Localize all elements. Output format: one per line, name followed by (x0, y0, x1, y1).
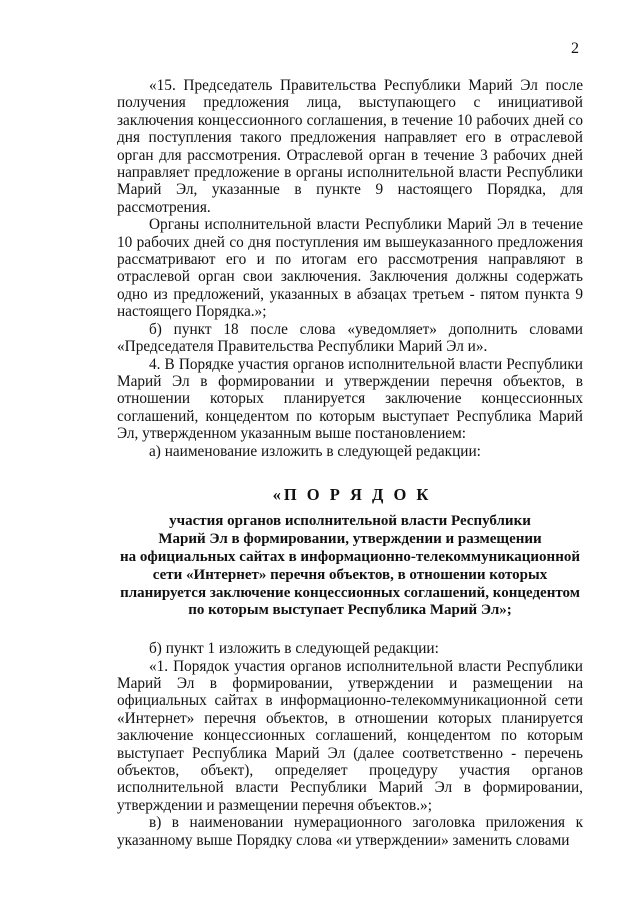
heading-line: участия органов исполнительной власти Республики (169, 513, 531, 530)
paragraph-point-18: б) пункт 18 после слова «уведомляет» дополнить словами «Председателя Правительства Республики Марий Эл и». (117, 320, 583, 356)
paragraph-point-15: «15. Председатель Правительства Республики Марий Эл после получения предложения лица, выступающего с инициативой заключения концессионного соглашения, в течение 10 рабочих дней со дня поступления такого предложения направляет его в отраслевой орган для рассмотрения. Отраслевой орган в течение 3 рабочих дней направляет предложение в органы исполнительной власти Республики Марий Эл, указанные в пункте 9 настоящего Порядка, для рассмотрения. (117, 77, 583, 216)
paragraph-executive-bodies: Органы исполнительной власти Республики Марий Эл в течение 10 рабочих дней со дня поступления им вышеуказанного предложения рассматривают его и по итогам его рассмотрения направляют в отраслевой орган свои заключения. Заключения должны содержать одно из предложений, указанных в абзацах третьем - пятом пункта 9 настоящего Порядка.»; (117, 216, 583, 321)
paragraph-item-b: б) пункт 1 изложить в следующей редакции: (149, 640, 439, 658)
procedure-heading (117, 486, 583, 620)
heading-line: планируется заключение концессионных соглашений, концедентом (120, 584, 580, 601)
paragraph-item-4: 4. В Порядке участия органов исполнительной власти Республики Марий Эл в формировании и утверждении перечня объектов, в отношении которых планируется заключение концессионных соглашений, концедентом по которым выступает Республика Марий Эл, утвержденном указанным выше постановлением: (117, 355, 583, 443)
heading-line: по которым выступает Республика Марий Эл»; (188, 602, 512, 619)
heading-title: «П О Р Я Д О К (272, 484, 432, 504)
heading-line: Марий Эл в формировании, утверждении и размещении (158, 531, 542, 548)
page-number: 2 (571, 40, 579, 57)
paragraph-item-a: а) наименование изложить в следующей редакции: (149, 442, 481, 460)
paragraph-point-1: «1. Порядок участия органов исполнительной власти Республики Марий Эл в формировании, утверждении и размещении на официальных сайтах в информационно-телекоммуникационной сети «Интернет» перечня объектов, в отношении которых планируется заключение концессионных соглашений, концедентом по которым выступает Республика Марий Эл (далее соответственно - перечень объектов, объект), определяет процедуру участия органов исполнительной власти Республики Марий Эл в формировании, утверждении и размещении перечня объектов.»; (117, 657, 583, 814)
heading-line: на официальных сайтах в информационно-телекоммуникационной (120, 548, 580, 565)
document-body (117, 77, 583, 849)
paragraph-item-v: в) в наименовании нумерационного заголовка приложения к указанному выше Порядку слова «и утверждении» заменить словами (117, 814, 583, 849)
heading-line: сети «Интернет» перечня объектов, в отношении которых (152, 566, 548, 583)
